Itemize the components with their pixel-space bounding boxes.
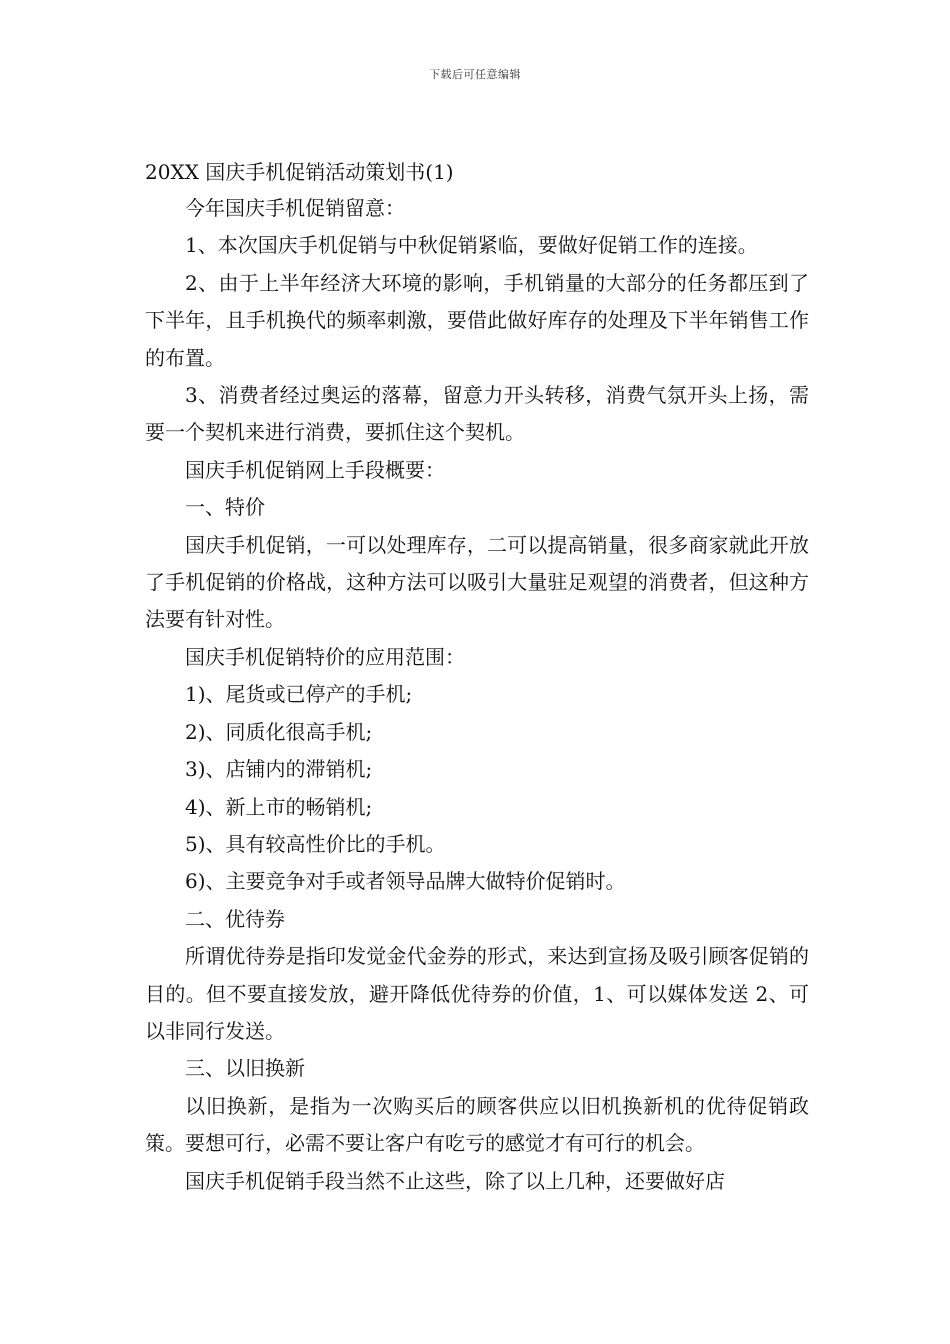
list-item: 4)、新上市的畅销机; xyxy=(185,794,373,819)
list-item: 2)、同质化很高手机; xyxy=(185,719,373,744)
paragraph-coupon: 所谓优待券是指印发觉金代金券的形式，来达到宣扬及吸引顾客促销的目的。但不要直接发放，避开降低优待券的价值，1、可以媒体发送 2、可以非同行发送。 xyxy=(145,944,809,1043)
list-item: 5)、具有较高性价比的手机。 xyxy=(185,831,446,856)
document-title: 20XX 国庆手机促销活动策划书(1) xyxy=(145,160,454,184)
paragraph-scope-heading: 国庆手机促销特价的应用范围： xyxy=(185,644,465,669)
paragraph-point-1: 1、本次国庆手机促销与中秋促销紧临，要做好促销工作的连接。 xyxy=(185,233,758,258)
paragraph-point-3: 3、消费者经过奥运的落幕，留意力开头转移，消费气氛开头上扬，需要一个契机来进行消费，要抓住这个契机。 xyxy=(145,383,809,445)
section-heading-coupon: 二、优待券 xyxy=(185,906,285,931)
paragraph-special-price: 国庆手机促销，一可以处理库存，二可以提高销量，很多商家就此开放了手机促销的价格战，这种方法可以吸引大量驻足观望的消费者，但这种方法要有针对性。 xyxy=(145,532,809,632)
list-item: 3)、店铺内的滞销机; xyxy=(185,757,373,782)
section-heading-special-price: 一、特价 xyxy=(185,495,265,520)
paragraph-methods-heading: 国庆手机促销网上手段概要： xyxy=(185,457,445,482)
list-item: 1)、尾货或已停产的手机; xyxy=(185,682,413,707)
paragraph-attention-heading: 今年国庆手机促销留意： xyxy=(185,196,405,220)
section-heading-trade-in: 三、以旧换新 xyxy=(185,1056,305,1081)
paragraph-trade-in: 以旧换新，是指为一次购买后的顾客供应以旧机换新机的优待促销政策。要想可行，必需不要让客户有吃亏的感觉才有可行的机会。 xyxy=(145,1093,809,1156)
document-body xyxy=(145,154,809,1200)
paragraph-closing: 国庆手机促销手段当然不止这些，除了以上几种，还要做好店 xyxy=(185,1168,725,1193)
header-note: 下载后可任意编辑 xyxy=(429,68,521,81)
list-item: 6)、主要竞争对手或者领导品牌大做特价促销时。 xyxy=(185,869,626,894)
paragraph-point-2: 2、由于上半年经济大环境的影响，手机销量的大部分的任务都压到了下半年，且手机换代的频率刺激，要借此做好库存的处理及下半年销售工作的布置。 xyxy=(145,270,809,370)
